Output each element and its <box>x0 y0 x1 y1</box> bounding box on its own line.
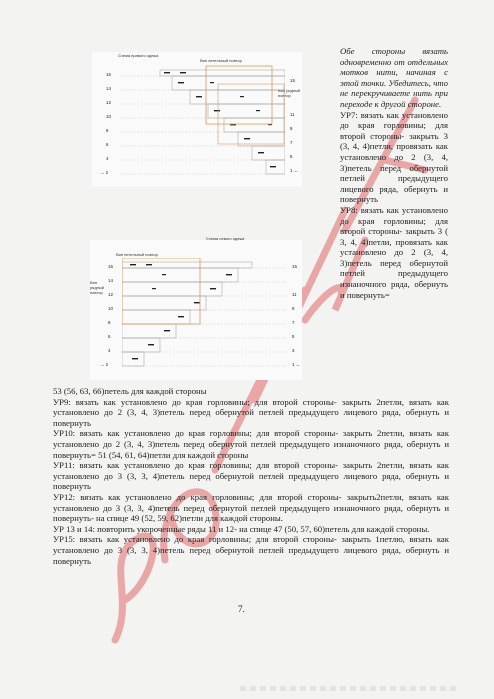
row-number: 15 <box>290 78 295 83</box>
bottom-decoration <box>240 686 460 691</box>
row-number: 6 <box>106 142 109 147</box>
row-number: 10 <box>106 114 111 119</box>
row-number: 1 ← <box>290 168 299 173</box>
row-number: 15 <box>292 264 297 269</box>
row-number: 6 <box>108 334 111 339</box>
row-9-instruction: УР9: вязать как установлено до края горловины; для второй стороны- закрыть 2петли, вязать как установлено до 2 (3, 4, 3)петель перед обернутой петлей предыдущего лицевого ряда, обернуть и повернуть <box>53 396 449 428</box>
row-repeat-label: Вин рядный повтор <box>90 280 104 295</box>
stitch-count-line: 53 (56, 63, 66)петель для каждой стороны <box>53 386 207 396</box>
stitch-repeat-label: Вин петельный повтор <box>200 58 242 63</box>
row-number: 11 <box>292 292 297 297</box>
row-number: 9 <box>290 126 293 131</box>
row-number: 1 ← <box>292 362 301 367</box>
row-number: 10 <box>108 306 113 311</box>
row-number: 4 <box>106 156 109 161</box>
row-number: → 2 <box>100 170 109 175</box>
chart-title: Схема правого одежа <box>118 53 159 58</box>
row-number: 7 <box>292 320 295 325</box>
row-11-instruction: УР11: вязать как установлено до края горловины; для второй стороны- закрыть 2петли, вязать как установлено до 3 (3, 3, 4)петель перед обернутой петлей предыдущего лицевого ряда, обернуть и повернуть <box>53 460 449 492</box>
chart-title: Схема левого одежа <box>206 236 245 241</box>
row-number: 4 <box>108 348 111 353</box>
row-number: 12 <box>108 292 113 297</box>
row-number: 11 <box>290 112 295 117</box>
row-8-instruction: УР8: вязать как установлено до края горловины; для второй стороны- закрыть 3 ( 3, 4, 4)петли, провязать как установлено до 2 (3, 4, 3)петель перед обернутой петлей предыдущего изнаночного ряда, обернуть и повернуть= <box>340 204 448 300</box>
right-front-chart <box>92 52 302 187</box>
row-number: 9 <box>292 306 295 311</box>
row-10-instruction: УР10: вязать как установлено до края горловины; для второй стороны- закрыть 2петли, вязать как установлено до 2 (3, 4, 3)петель перед обернутой петлей предыдущего изнаночного ряда, обернуть и повернуть= 51 (54, 61, 64)петли для каждой стороны <box>53 428 449 460</box>
row-repeat-label: Вин рядный повтор <box>278 88 301 98</box>
row-number: → 2 <box>100 362 109 367</box>
stitch-grid-right <box>120 64 285 182</box>
italic-note: Обе стороны вязать одновременно от отдельных мотков нити, начиная с этой точки. Убедитесь, что не перекручиваете нить при переходе к другой стороне. <box>340 46 448 109</box>
page-number: 7. <box>238 604 245 614</box>
row-number: 5 <box>290 154 293 159</box>
row-number: 3 <box>292 348 295 353</box>
instructions-body <box>53 386 449 566</box>
row-number: 5 <box>292 334 295 339</box>
row-number: 8 <box>108 320 111 325</box>
row-number: 14 <box>106 86 111 91</box>
row-number: 14 <box>108 278 113 283</box>
row-number: 16 <box>108 264 113 269</box>
rows-13-14-instruction: УР 13 и 14: повторить укороченные ряды 11 и 12- на спице 47 (50, 57, 60)петель для каждой стороны. <box>53 523 430 534</box>
row-number: 7 <box>290 140 293 145</box>
row-number: 8 <box>106 128 109 133</box>
row-number: 16 <box>106 72 111 77</box>
row-7-instruction: УР7: вязать как установлено до края горловины; для второй стороны- закрыть 3 (3, 4, 4)петли, провязать как установлено до 2 (3, 4, 3)петель перед обернутой петлей предыдущего лицевого ряда, обернуть и повернуть <box>340 109 448 205</box>
stitch-repeat-label: Вин петельный повтор <box>116 252 158 257</box>
row-15-instruction: УР15: вязать как установлено до края горловины; для второй стороны- закрыть 1петлю, вязать как установлено до 3 (3, 3, 4)петель перед обернутой петлей предыдущего лицевого ряда, обернуть и повернуть <box>53 534 449 566</box>
left-front-chart <box>90 236 302 380</box>
row-12-instruction: УР12: вязать как установлено до края горловины; для второй стороны- закрыть2петли, вязать как установлено до 3 (3, 3, 4)петель перед обернутой петлей предыдущего изнаночного ряда, обернуть и повернуть- на спице 49 (52, 59, 62)петли для каждой стороны. <box>53 491 449 524</box>
row-number: 12 <box>106 100 111 105</box>
stitch-grid-left <box>122 258 287 376</box>
instructions-right-column <box>340 46 448 300</box>
